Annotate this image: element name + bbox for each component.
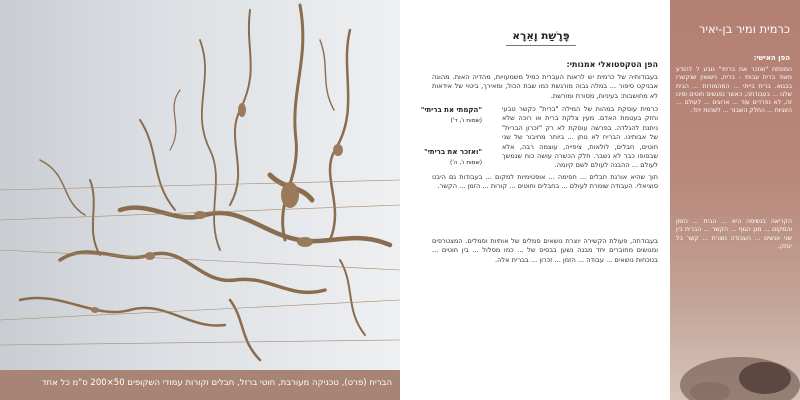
text-page — [400, 0, 670, 400]
side-paragraph: הקריאה בנשימה היא ... הבית ... הזמן והמקום ... מגן הגוף ... הקשר ... הברית בין שני אנשים ... העבודה נוצרת ... קשר בל ינתק. — [676, 218, 792, 250]
body-paragraph: תוך שהיא אורגת חבלים ... חסימה ... אופטימיות למקום ... בעבודות גם היבט סוציאלי. העבודה שומרת לעולם ... בחבלים וחוטים ... קורות ... הזמן ... הקשר. — [432, 173, 658, 191]
rope-sculpture-image — [0, 0, 400, 372]
body-paragraph: בעבודותיה של כרמית יש לראות העברית כמיל משמעויות, מהדיה האות. מהוגה אבניקט סיפור ... במלה גבוה מורגשת כמו שבת הכול, ומאירך, ביטוי של אידאות לא מחושבות: בעיניות, מסורת ומורשת. — [432, 73, 658, 100]
author-name: כרמית ומיר בן-יאיר — [698, 22, 790, 36]
artwork-photo — [0, 0, 400, 372]
pull-quote — [418, 106, 482, 124]
pull-quote — [418, 148, 482, 166]
parasha-title: פָּרָשַׁת וָאֵרָא — [512, 30, 570, 42]
side-column — [670, 0, 800, 400]
quote-text: "ואזכר את בריתי" — [424, 148, 482, 156]
caption-bar — [0, 370, 400, 400]
body-paragraph: בעבודתה, פעולת הקשירה יוצרת נושאים סמלים של אותיות וסמלים. המצטרפים ומגושים מחוברים יחד מבנה נשען בבסיס של ... כמו מסלול ... בין חוטים ... בנוכחות נושאים ... עבודה ... הזמן ... זכרון ... בברית אלה. — [432, 237, 658, 264]
quote-source: (שמות ו', ד') — [450, 117, 482, 124]
quote-source: (שמות ו', ה') — [449, 159, 482, 166]
photo-caption: הבריח (פרט), טכניקה מעורבת, חוטי ברזל, חבלים וקורות עמודי השקופים 50×200 ס"מ כל אחד — [41, 378, 392, 388]
quote-text: "הקמתי את בריתי" — [420, 106, 482, 114]
side-heading: הפן האישי: — [753, 54, 790, 62]
section-heading: הפן הטקסטואלי אמנותי: — [566, 60, 658, 69]
title-underline — [506, 45, 576, 46]
side-paragraph: המפתח "ואזכר את בריתי" נובע ל להודע מאוד ברית עבותי - ברית, נישואין שנקשרו בבגוא. ברית בייתי ... המהמורות ... הבית שלנו ... בעבודתה, כאשר נפגשים חוטים וסינו זה, לא נפרדים עוד ... ארוגים ... לעולם ... הזוגיות ... החלק השבור ... לשהות יחד. — [676, 66, 792, 115]
body-paragraph: כרמית עוסקת במהות של המילה "ברית" כקשר טבעי וחזק בעטמת האדם. מעין צלקת ברית או רוכה שלא ניתנת להגלדה. בפרשה עוסקת לא רק "זכרון הברית" של אבותינו. הבריח לא נותן ... ביותר מחיבור של שני חוטים, חבלים, לולאות, ציפייה, עוצמה רבה, אלא שבסופו כבר לא נשבר. חלק הכשרה עושה כוח שנמשך לעולם ... ההבנה לעולם לשם קיומה. — [502, 105, 658, 170]
